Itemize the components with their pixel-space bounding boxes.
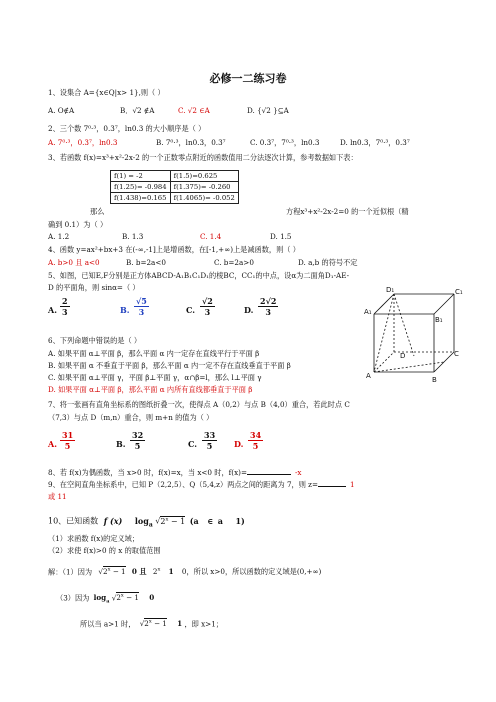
q3-option-b: B. 1.3: [122, 232, 144, 241]
q3-lead: 那么: [90, 207, 105, 216]
q10-sol2-b: 0: [149, 593, 155, 603]
q7-option-d-fraction: [248, 430, 263, 451]
numerator: √5: [136, 296, 147, 306]
table-cell: f(1.25)= -0.984: [111, 182, 171, 193]
q3-option-d: D. 1.5: [270, 232, 292, 241]
q5-option-c-fraction: [200, 296, 215, 317]
page-title: 必修一二练习卷: [209, 72, 287, 85]
label-a: A: [366, 372, 371, 380]
q8-answer: -x: [294, 468, 302, 477]
label-c1: C₁: [455, 288, 463, 296]
label-b: B: [432, 376, 437, 384]
q3-option-a: A. 1.2: [48, 232, 70, 241]
q2-option-c: C. 0.3⁷，7⁰·³，ln0.3: [250, 138, 320, 147]
table-cell: f(1.375)= -0.260: [170, 182, 238, 193]
edge-b1-c1: [434, 294, 454, 314]
q10-sol1-c: 1: [168, 567, 174, 577]
q5-line1: 5、如图，已知E,F分别是正方体ABCD-A₁B₁C₁D₁的棱BC，CC₁的中点，设α为二面角D₁-AE-: [48, 271, 350, 280]
q10-sol1-a: 解：（1）因为: [48, 567, 93, 577]
q3-stem: 3、若函数 f(x)=x³+x²-2x-2 的一个正数零点附近的函数值用二分法逐次计算，参考数据如下表：: [48, 153, 358, 162]
q2-option-b: B. 7⁰·³，ln0.3，0.3⁷: [156, 138, 226, 147]
q2-stem: 2、三个数 7⁰·³，0.3⁷，ln0.3 的大小顺序是（ ）: [48, 124, 206, 133]
q6-option-a: A. 如果平面 α⊥平面 β，那么平面 α 内一定存在直线平行于平面 β: [48, 349, 260, 358]
table-cell: f(1.5)=0.625: [170, 171, 238, 182]
q10-solution-1: 解：（1）因为 $√2^x - 1$ 0 且 2$^x$ 1 0，所以 x>0，所以函数的定义域是(0,+∞): [48, 567, 322, 577]
label-d1: D₁: [386, 286, 395, 294]
q10-sol1-d: 0，所以 x>0，所以函数的定义域是(0,+∞): [181, 567, 322, 577]
q5-option-c-label: C.: [186, 305, 196, 315]
q7-line1: 7、将一张画有直角坐标系的图纸折叠一次，使得点 A（0,2）与点 B（4,0）重合，若此时点 C: [48, 400, 350, 409]
numerator: 33: [204, 430, 216, 440]
q7-line2: （7,3）与点 D（m,n）重合，则 m+n 的值为（ ）: [48, 413, 214, 422]
denominator: 5: [252, 441, 259, 451]
q7-option-b-label: B.: [116, 439, 126, 449]
q5-option-a-fraction: [60, 296, 70, 317]
q8-stem: 8、若 f(x)为偶函数，当 x>0 时，f(x)=x，当 x<0 时，f(x)=: [48, 468, 247, 477]
table-cell: f(1.438)=0.165: [111, 193, 171, 204]
q4-option-c: C. b=2a>0: [214, 258, 254, 267]
q9-answer: 1: [349, 480, 355, 489]
q10-cond-a: (a: [189, 515, 199, 526]
denominator: 3: [62, 307, 68, 317]
denominator: 3: [138, 307, 145, 317]
q7-option-a-fraction: [60, 430, 75, 451]
q10-part1: （1）求函数 f(x)的定义域；: [48, 534, 140, 543]
q10-sol3-b: 1: [177, 619, 183, 629]
label-a1: A₁: [364, 308, 372, 316]
q2-option-a: A. 7⁰·³，0.3⁷，ln0.3: [48, 138, 118, 147]
numerator: 31: [62, 430, 74, 440]
q10-sol3-c: ，即 x>1；: [184, 619, 223, 629]
numerator: 2: [62, 296, 68, 306]
q1-option-d: D. {√2 }⊆A: [247, 106, 289, 115]
edge-a-d: [374, 352, 394, 372]
q4-option-a: A. b>0 且 a<0: [48, 258, 100, 267]
q10-sol3-a: 所以当 a>1 时，: [80, 619, 136, 629]
table-cell: f(1) = -2: [111, 171, 171, 182]
q4-option-b: B. b=2a<0: [126, 258, 166, 267]
line-d1-foot: [394, 294, 414, 356]
q3-tail: 方程x³+x²-2x-2=0 的一个近似根（精: [286, 207, 409, 216]
q8-line: [48, 467, 301, 477]
q1-option-c: C. √2 ∈A: [178, 106, 210, 115]
q10-solution-2: （3）因为 $\log_a √2^x - 1$ 0: [56, 593, 155, 605]
table-row: [111, 182, 239, 193]
label-d: D: [400, 352, 406, 360]
q3-option-c: C. 1.4: [200, 232, 222, 241]
q9-answer2: 或 11: [48, 492, 67, 501]
denominator: 3: [204, 307, 211, 317]
label-b1: B₁: [435, 316, 443, 324]
q6-stem: 6、下列命题中错误的是（ ）: [48, 336, 142, 345]
denominator: 5: [64, 441, 71, 451]
q5-line2: D 的平面角，则 sinα=（ ）: [48, 283, 140, 292]
q5-option-d-label: D.: [244, 305, 254, 315]
q10-solution-3: 所以当 a>1 时， $√2^x - 1$ 1 ，即 x>1；: [80, 619, 223, 629]
q7-option-c-label: C.: [188, 439, 198, 449]
table-row: [111, 193, 239, 204]
q5-option-d-fraction: [258, 296, 278, 317]
edge-b-c: [434, 352, 454, 372]
q7-option-c-fraction: [202, 430, 217, 451]
q10-log: log: [134, 515, 149, 526]
cube-figure: [364, 286, 464, 384]
q7-option-b-fraction: [130, 430, 145, 451]
q4-stem: 4、函数 y=ax²+bx+3 在(-∞,-1]上是增函数，在[-1,+∞)上是减函数，则（ ）: [48, 245, 300, 254]
denominator: 3: [265, 307, 271, 317]
label-c: C: [454, 350, 459, 358]
q10-cond-b: a: [217, 515, 223, 526]
q9-blank: [318, 479, 346, 487]
q8-blank: [247, 467, 291, 475]
table-row: [111, 171, 239, 182]
q6-option-b: B. 如果平面 α 不垂直于平面 β，那么平面 α 内一定不存在直线垂直于平面 β: [48, 361, 291, 370]
numerator: 2√2: [260, 296, 277, 306]
denominator: 5: [206, 441, 213, 451]
q1-option-b: B．√2 ∉A: [120, 106, 155, 115]
q2-option-d: D. ln0.3，7⁰·³，0.3⁷: [340, 138, 410, 147]
q10-part2: （2）求使 f(x)>0 的 x 的取值范围: [48, 546, 161, 555]
q4-option-d: D. a,b 的符号不定: [298, 258, 358, 267]
edge-a1-d1: [374, 294, 394, 314]
line-a-e: [374, 362, 444, 372]
q9-line: [48, 479, 355, 489]
numerator: 32: [132, 430, 144, 440]
numerator: √2: [202, 296, 213, 306]
q10-stem: 10、已知函数 f (x) $\log_a √2^x - 1$ (a ∈ a 1): [48, 515, 245, 529]
q9-stem: 9、在空间直角坐标系中，已知 P（2,2,5）、Q（5,4,z）两点之间的距离为 7，则 z=: [48, 480, 318, 489]
q5-option-b-label: B.: [120, 305, 130, 315]
q1-stem: 1、设集合 A={x∈Q|x> 1},则（ ）: [48, 88, 165, 97]
numerator: 34: [250, 430, 262, 440]
q10-fx: f (x): [103, 515, 123, 526]
q6-option-d: D. 如果平面 α⊥平面 β，那么平面 α 内所有直线都垂直于平面 β: [48, 385, 253, 394]
q10-stem-a: 10、已知函数: [48, 516, 99, 526]
q10-sol2-a: （3）因为: [56, 593, 90, 603]
q6-option-c: C. 如果平面 α⊥平面 γ，平面 β⊥平面 γ，α∩β=l，那么 l⊥平面 γ: [48, 373, 262, 382]
q10-sol1-b: 0 且: [131, 567, 147, 577]
q3-data-table: [110, 170, 239, 204]
line-d1-a: [374, 294, 394, 372]
table-cell: f(1.4065)= -0.052: [170, 193, 238, 204]
q7-option-d-label: D.: [234, 439, 244, 449]
q5-option-a-label: A.: [48, 305, 57, 315]
q7-option-a-label: A.: [48, 439, 57, 449]
denominator: 5: [134, 441, 141, 451]
q1-option-a: A. O∉A: [48, 106, 75, 115]
q10-cond-c: 1): [235, 515, 245, 526]
q5-option-b-fraction: [134, 296, 149, 317]
q3-tail2: 确到 0.1）为（ ）: [48, 220, 108, 229]
